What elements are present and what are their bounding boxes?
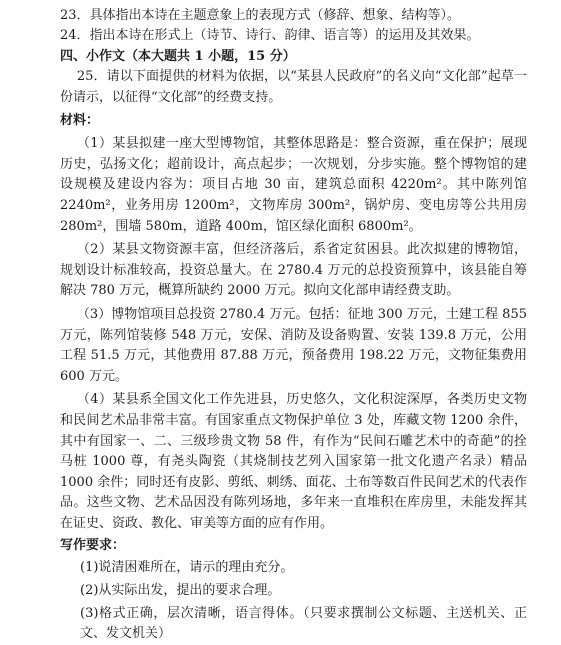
material-item-4: （4）某县系全国文化工作先进县，历史悠久，文化积淀深厚，各类历史文物和民间艺术品非常丰富。有国家重点文物保护单位 3 处，库藏文物 1200 余件，其中有国家一、二、三级珍贵文物 58 件，有作为“民间石雕艺术中的奇葩”的拴马桩 1000 尊，有尧头陶瓷（其烧制技艺列入国家第一批文化遗产名录）精品 1000 余件；同时还有皮影、剪纸、刺绣、面花、土布等数百件民间艺术的代表作品。这些文物、艺术品因没有陈列场地，多年来一直堆积在库房里，未能发挥其在证史、资政、教化、审美等方面的应有作用。 xyxy=(60,392,527,531)
material-item-1: （1）某县拟建一座大型博物馆，其整体思路是：整合资源，重在保护；展现历史，弘扬文化；超前设计，高点起步；一次规划，分步实施。整个博物馆的建设规模及建设内容为：项目占地 30 亩，建筑总面积 4220m²。其中陈列馆 2240m²，业务用房 1200m²，文物库房 300m²，锅炉房、变电房等公共用房 280m²，围墙 580m，道路 400m，馆区绿化面积 6800m²。 xyxy=(60,136,527,234)
question-25-prompt: 25．请以下面提供的材料为依据，以“某县人民政府”的名义向“文化部”起草一份请示，以征得“文化部”的经费支持。 xyxy=(60,69,527,105)
question-23: 23．具体指出本诗在主题意象上的表现方式（修辞、想象、结构等）。 xyxy=(60,8,461,23)
material-item-3: （3）博物馆项目总投资 2780.4 万元。包括：征地 300 万元，土建工程 855 万元，陈列馆装修 548 万元，安保、消防及设备购置、安装 139.8 万元，公用工程 51.5 万元，其他费用 87.88 万元，预备费用 198.22 万元，文物征集费用 600 万元。 xyxy=(60,306,527,384)
section-heading: 四、小作文（本大题共 1 小题，15 分） xyxy=(60,49,296,64)
requirement-item-3: (3)格式正确，层次清晰，语言得体。（只要求撰制公文标题、主送机关、正文、发文机关） xyxy=(80,605,527,642)
material-item-2: （2）某县文物资源丰富，但经济落后，系省定贫困县。此次拟建的博物馆，规划设计标准较高，投资总量大。在 2780.4 万元的总投资预算中，该县能自筹解决 780 万元，概算所缺约 2000 万元。拟向文化部申请经费支助。 xyxy=(60,242,527,299)
requirement-item-1: (1)说清困难所在，请示的理由充分。 xyxy=(80,560,294,576)
materials-label: 材料： xyxy=(60,113,100,129)
requirement-item-2: (2)从实际出发，提出的要求合理。 xyxy=(80,583,281,599)
question-24: 24．指出本诗在形式上（诗节、诗行、韵律、语言等）的运用及其效果。 xyxy=(60,28,480,43)
requirements-label: 写作要求： xyxy=(60,538,126,554)
